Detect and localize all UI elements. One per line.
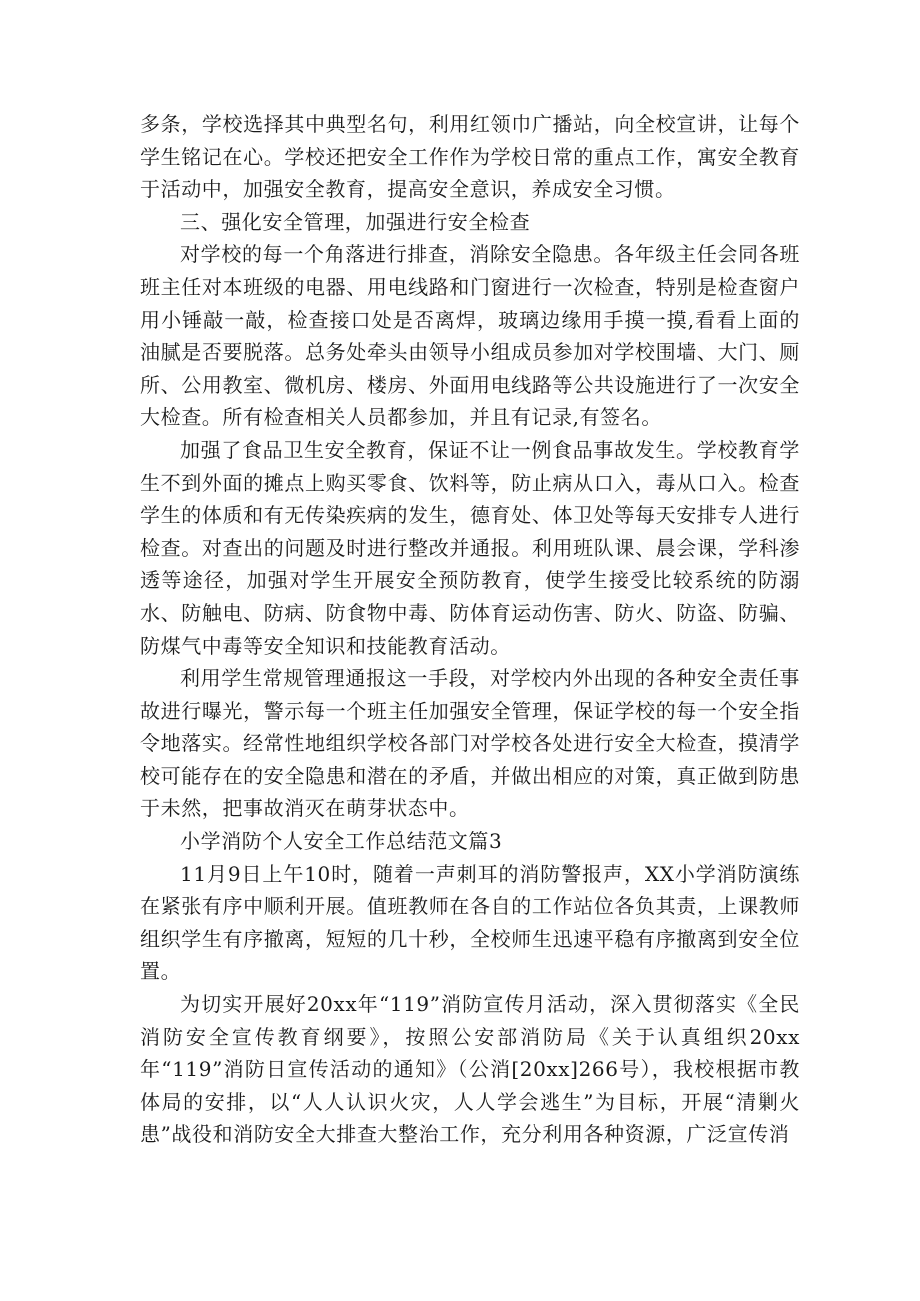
- paragraph-5: 11月9日上午10时，随着一声刺耳的消防警报声，XX小学消防演练在紧张有序中顺利开展。值班教师在各自的工作站位各负其责，上课教师组织学生有序撤离，短短的几十秒，全校师生迅速平稳有序撤离到安全位置。: [140, 861, 800, 984]
- paragraph-3: 加强了食品卫生安全教育，保证不让一例食品事故发生。学校教育学生不到外面的摊点上购买零食、饮料等，防止病从口入，毒从口入。检查学生的体质和有无传染疾病的发生，德育处、体卫处等每天安排专人进行检查。对查出的问题及时进行整改并通报。利用班队课、晨会课，学科渗透等途径，加强对学生开展安全预防教育，使学生接受比较系统的防溺水、防触电、防病、防食物中毒、防体育运动伤害、防火、防盗、防骗、防煤气中毒等安全知识和技能教育活动。: [140, 437, 800, 658]
- section-heading-3: 三、强化安全管理，加强进行安全检查: [180, 209, 531, 234]
- document-body: [140, 108, 800, 1151]
- paragraph-4: 利用学生常规管理通报这一手段，对学校内外出现的各种安全责任事故进行曝光，警示每一个班主任加强安全管理，保证学校的每一个安全指令地落实。经常性地组织学校各部门对学校各处进行安全大检查，摸清学校可能存在的安全隐患和潜在的矛盾，并做出相应的对策，真正做到防患于未然，把事故消灭在萌芽状态中。: [140, 666, 800, 821]
- article-title-3: 小学消防个人安全工作总结范文篇3: [180, 829, 503, 854]
- paragraph-1: 多条，学校选择其中典型名句，利用红领巾广播站，向全校宣讲，让每个学生铭记在心。学校还把安全工作作为学校日常的重点工作，寓安全教育于活动中，加强安全教育，提高安全意识，养成安全习惯。: [140, 112, 800, 202]
- paragraph-2: 对学校的每一个角落进行排查，消除安全隐患。各年级主任会同各班班主任对本班级的电器、用电线路和门窗进行一次检查，特别是检查窗户用小锤敲一敲，检查接口处是否离焊，玻璃边缘用手摸一摸,看看上面的油腻是否要脱落。总务处牵头由领导小组成员参加对学校围墙、大门、厕所、公用教室、微机房、楼房、外面用电线路等公共设施进行了一次安全大检查。所有检查相关人员都参加，并且有记录,有签名。: [140, 242, 800, 430]
- paragraph-6: 为切实开展好20xx年“119”消防宣传月活动，深入贯彻落实《全民消防安全宣传教育纲要》，按照公安部消防局《关于认真组织20xx年“119”消防日宣传活动的通知》（公消[20xx]266号），我校根据市教体局的安排，以“人人认识火灾，人人学会逃生”为目标，开展“清剿火患”战役和消防安全大排查大整治工作，充分利用各种资源，广泛宣传消: [140, 992, 800, 1147]
